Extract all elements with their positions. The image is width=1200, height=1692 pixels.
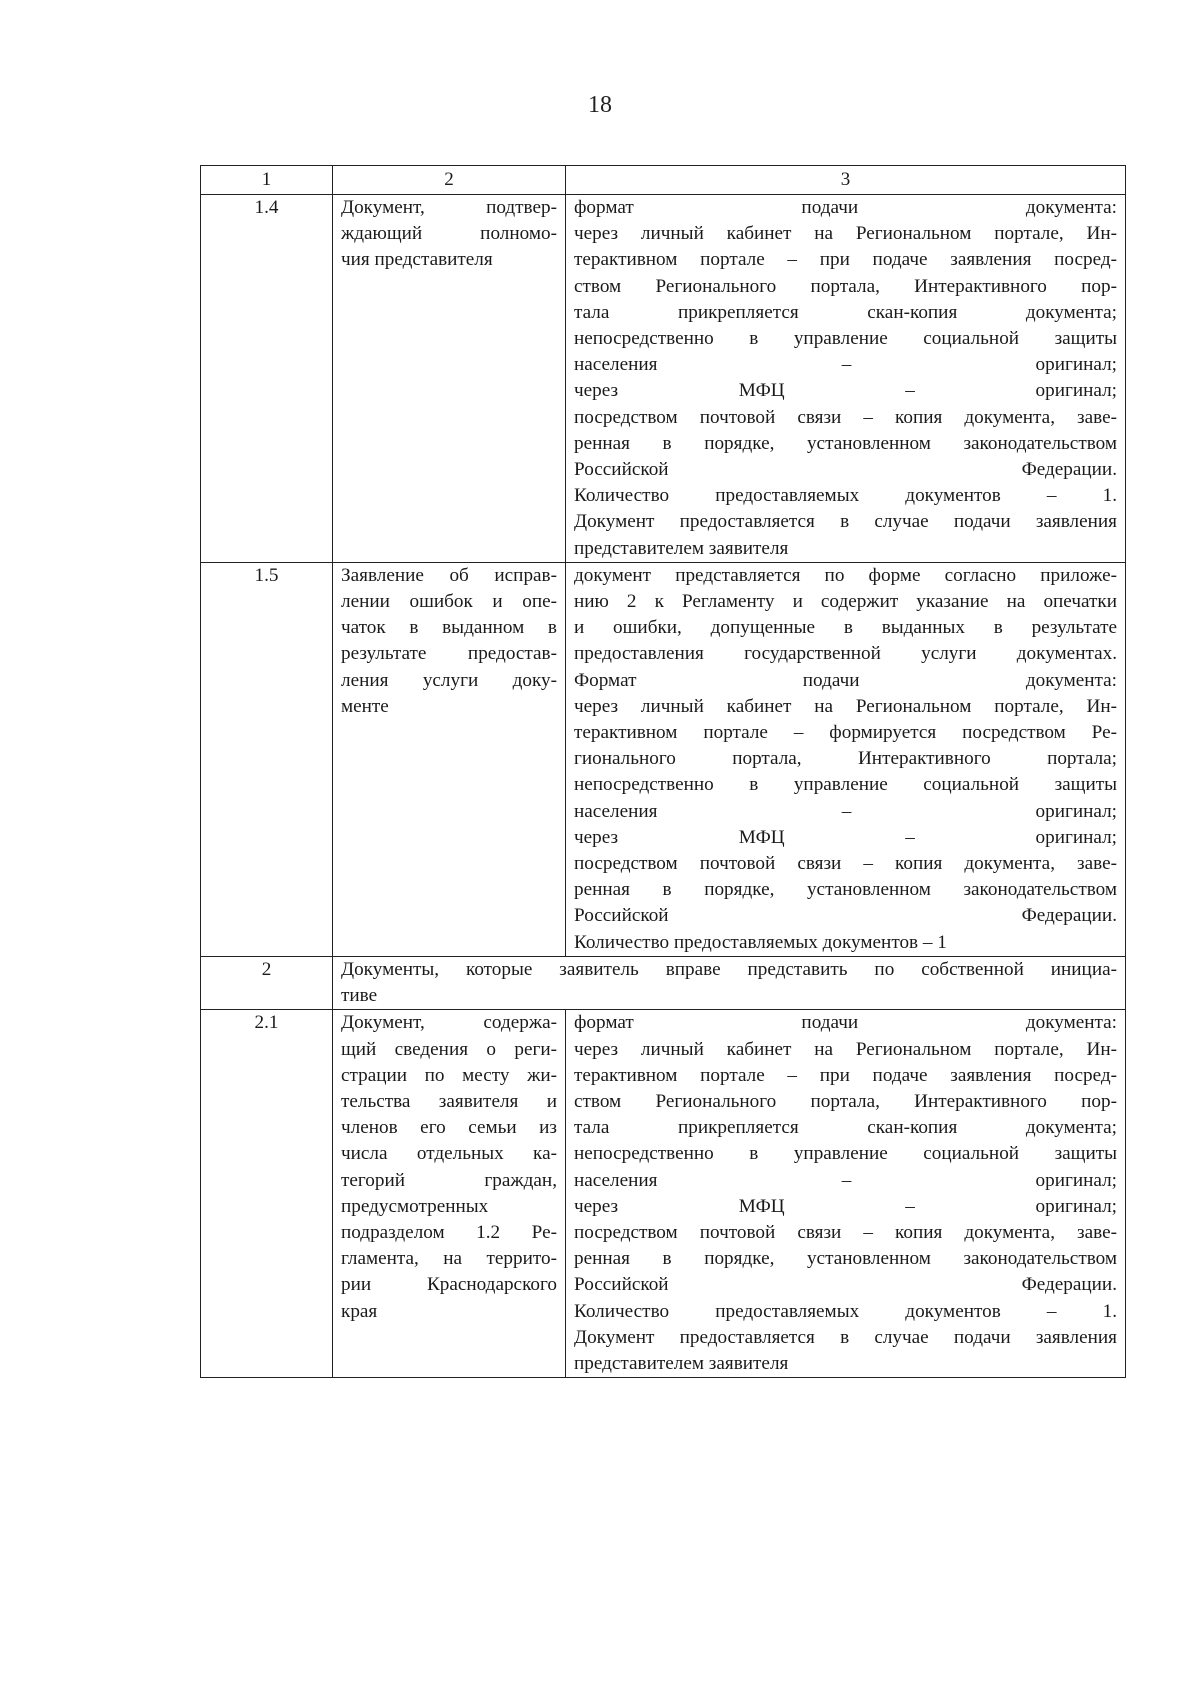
text-line: подразделом 1.2 Ре- <box>341 1221 557 1243</box>
text-line: непосредственно в управление социальной защиты <box>574 774 1117 796</box>
text-line: лении ошибок и опе- <box>341 591 557 613</box>
text-line: ждающий полномо- <box>341 223 557 245</box>
document-format-cell <box>566 1010 1126 1378</box>
text-line: Формат подачи документа: <box>574 669 1117 691</box>
text-line: представителем заявителя <box>574 537 789 559</box>
text-line: рии Краснодарского <box>341 1274 557 1296</box>
text-line: населения – оригинал; <box>574 354 1117 376</box>
text-line: представителем заявителя <box>574 1352 789 1374</box>
text-line: ления услуги доку- <box>341 669 557 691</box>
row-number: 1.4 <box>201 195 333 563</box>
row-number: 1.5 <box>201 562 333 956</box>
text-line: населения – оригинал; <box>574 800 1117 822</box>
text-line: формат подачи документа: <box>574 1012 1117 1034</box>
text-line: посредством почтовой связи – копия документа, заве- <box>574 1221 1117 1243</box>
table-row <box>201 1010 1126 1378</box>
text-line: тала прикрепляется скан-копия документа; <box>574 1117 1117 1139</box>
text-line: ренная в порядке, установленном законодательством <box>574 1248 1117 1270</box>
text-line: Российской Федерации. <box>574 905 1117 927</box>
text-line: Документ предоставляется в случае подачи заявления <box>574 511 1117 533</box>
text-line: посредством почтовой связи – копия документа, заве- <box>574 406 1117 428</box>
text-line: Российской Федерации. <box>574 459 1117 481</box>
text-line: членов его семьи из <box>341 1117 557 1139</box>
document-name-cell <box>333 562 566 956</box>
text-line: через личный кабинет на Региональном портале, Ин- <box>574 695 1117 717</box>
text-line: числа отдельных ка- <box>341 1143 557 1165</box>
text-line: ренная в порядке, установленном законодательством <box>574 879 1117 901</box>
text-line: Документ, подтвер- <box>341 197 557 218</box>
text-line: непосредственно в управление социальной защиты <box>574 1143 1117 1165</box>
text-line: менте <box>341 695 389 717</box>
text-line: результате предостав- <box>341 643 557 665</box>
text-line: населения – оригинал; <box>574 1169 1117 1191</box>
document-name-cell <box>333 195 566 563</box>
text-line: и ошибки, допущенные в выданных в результате <box>574 617 1117 639</box>
text-line: тала прикрепляется скан-копия документа; <box>574 301 1117 323</box>
text-line: через МФЦ – оригинал; <box>574 826 1117 848</box>
page-number: 18 <box>588 92 612 118</box>
table-row <box>201 195 1126 563</box>
text-line: чаток в выданном в <box>341 617 557 639</box>
section-number: 2 <box>201 956 333 1009</box>
row-number: 2.1 <box>201 1010 333 1378</box>
text-line: тиве <box>341 985 378 1007</box>
text-line: страции по месту жи- <box>341 1064 557 1086</box>
text-line: чия представителя <box>341 249 493 271</box>
text-line: гионального портала, Интерактивного портала; <box>574 748 1117 770</box>
text-line: терактивном портале – при подаче заявления посред- <box>574 1064 1117 1086</box>
document-name-cell <box>333 1010 566 1378</box>
text-line: Документ предоставляется в случае подачи заявления <box>574 1326 1117 1348</box>
text-line: гламента, на террито- <box>341 1248 557 1270</box>
table-header-row <box>201 166 1126 195</box>
text-line: Количество предоставляемых документов – 1. <box>574 1300 1117 1322</box>
text-line: через личный кабинет на Региональном портале, Ин- <box>574 223 1117 245</box>
text-line: ством Регионального портала, Интерактивного пор- <box>574 275 1117 297</box>
text-line: посредством почтовой связи – копия документа, заве- <box>574 853 1117 875</box>
text-line: тельства заявителя и <box>341 1090 557 1112</box>
text-line: тегорий граждан, <box>341 1169 557 1191</box>
text-line: Документы, которые заявитель вправе представить по собственной инициа- <box>341 958 1117 980</box>
text-line: терактивном портале – при подаче заявления посред- <box>574 249 1117 271</box>
text-line: ренная в порядке, установленном законодательством <box>574 432 1117 454</box>
text-line: ством Регионального портала, Интерактивного пор- <box>574 1090 1117 1112</box>
text-line: формат подачи документа: <box>574 197 1117 218</box>
text-line: Заявление об исправ- <box>341 564 557 586</box>
section-title-cell <box>333 956 1126 1009</box>
text-line: Документ, содержа- <box>341 1012 557 1034</box>
document-format-cell <box>566 195 1126 563</box>
header-col-2: 2 <box>333 166 566 195</box>
text-line: предоставления государственной услуги документах. <box>574 643 1117 665</box>
text-line: Количество предоставляемых документов – 1. <box>574 485 1117 507</box>
header-col-3: 3 <box>566 166 1126 195</box>
documents-table <box>200 165 1126 1378</box>
text-line: через личный кабинет на Региональном портале, Ин- <box>574 1038 1117 1060</box>
text-line: непосредственно в управление социальной защиты <box>574 328 1117 350</box>
text-line: через МФЦ – оригинал; <box>574 380 1117 402</box>
text-line: терактивном портале – формируется посредством Ре- <box>574 722 1117 744</box>
text-line: нию 2 к Регламенту и содержит указание на опечатки <box>574 591 1117 613</box>
text-line: Количество предоставляемых документов – 1 <box>574 931 947 953</box>
text-line: края <box>341 1300 378 1322</box>
text-line: через МФЦ – оригинал; <box>574 1195 1117 1217</box>
text-line: Российской Федерации. <box>574 1274 1117 1296</box>
text-line: документ представляется по форме согласно приложе- <box>574 564 1117 586</box>
table-row <box>201 562 1126 956</box>
header-col-1: 1 <box>201 166 333 195</box>
document-format-cell <box>566 562 1126 956</box>
text-line: щий сведения о реги- <box>341 1038 557 1060</box>
section-row <box>201 956 1126 1009</box>
text-line: предусмотренных <box>341 1195 489 1217</box>
